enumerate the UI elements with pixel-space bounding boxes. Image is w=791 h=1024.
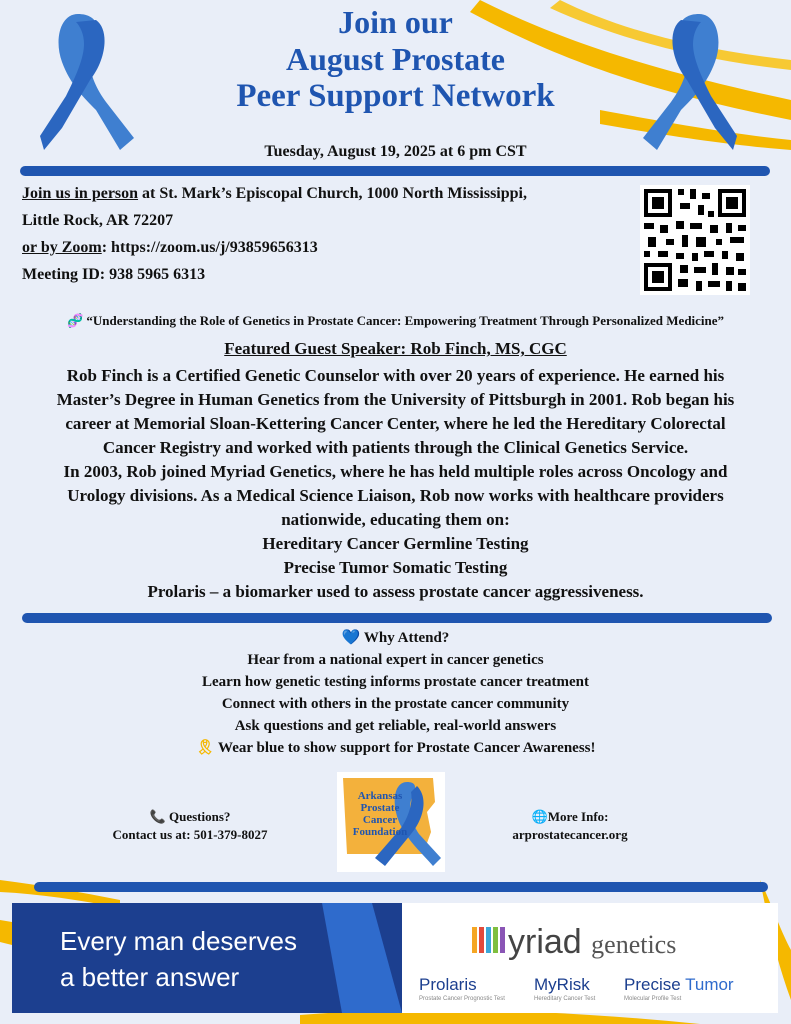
logo-line: Arkansas xyxy=(357,790,403,802)
bio-line: career at Memorial Sloan-Kettering Cancer Center, where he led the Hereditary Colorectal xyxy=(65,414,726,433)
questions-label: Questions? xyxy=(169,809,231,824)
meeting-id: Meeting ID: 938 5965 6313 xyxy=(22,266,206,283)
product-precise-sub: Molecular Profile Test xyxy=(624,996,682,1002)
phone-icon: 📞 xyxy=(149,809,166,824)
qr-code[interactable] xyxy=(640,185,750,295)
tagline-line: Every man deserves xyxy=(60,926,297,956)
title-line-3: Peer Support Network xyxy=(236,78,555,114)
topic-text: “Understanding the Role of Genetics in Prostate Cancer: Empowering Treatment Through Personalized Medicine” xyxy=(86,313,725,328)
product-precise: Precise xyxy=(624,975,681,994)
zoom-link[interactable]: : https://zoom.us/j/93859656313 xyxy=(101,239,318,256)
awareness-line xyxy=(0,737,791,759)
more-info-line xyxy=(495,808,645,826)
title-line-1: Join our xyxy=(338,4,453,40)
product-prolaris: Prolaris xyxy=(419,975,477,994)
why-attend-heading xyxy=(0,627,791,649)
bio-line: In 2003, Rob joined Myriad Genetics, where he has held multiple roles across Oncology and xyxy=(63,462,728,481)
tagline-line: a better answer xyxy=(60,962,240,992)
talk-topic xyxy=(10,313,781,329)
bio-line: nationwide, educating them on: xyxy=(281,510,510,529)
divider-bar xyxy=(20,166,770,176)
myriad-genetics-label: genetics xyxy=(591,930,677,959)
contact-block xyxy=(90,808,290,844)
why-item: Hear from a national expert in cancer genetics xyxy=(247,652,544,668)
logo-line: Cancer xyxy=(362,814,398,826)
divider-bar xyxy=(34,882,768,892)
logo-line: Prostate xyxy=(360,802,400,814)
event-date: Tuesday, August 19, 2025 at 6 pm CST xyxy=(264,143,527,160)
blue-heart-icon: 💙 xyxy=(341,630,361,646)
questions-line xyxy=(90,808,290,826)
bio-line: Cancer Registry and worked with patients through the Clinical Genetics Service. xyxy=(102,438,689,457)
bio-line: Master’s Degree in Human Genetics from the University of Pittsburgh in 2001. Rob began his xyxy=(56,390,735,409)
bio-line: Urology divisions. As a Medical Science Liaison, Rob now works with healthcare providers xyxy=(67,486,724,505)
website-link[interactable]: arprostatecancer.org xyxy=(512,827,628,842)
contact-phone[interactable]: Contact us at: 501-379-8027 xyxy=(112,827,268,842)
divider-bar xyxy=(22,613,772,623)
title-line-2: August Prostate xyxy=(286,41,505,77)
product-precise-tumor xyxy=(624,975,734,995)
more-info-label: More Info: xyxy=(547,809,609,824)
product-tumor: Tumor xyxy=(685,975,734,994)
myriad-banner-ad[interactable] xyxy=(12,903,778,1013)
why-attend-title: Why Attend? xyxy=(363,630,450,646)
in-person-label: Join us in person xyxy=(22,185,139,202)
myriad-logo xyxy=(472,923,676,962)
speaker-bio xyxy=(18,364,773,604)
zoom-label: or by Zoom xyxy=(22,239,102,256)
product-myrisk: MyRisk xyxy=(534,975,590,994)
bio-line: Hereditary Cancer Germline Testing xyxy=(262,534,529,553)
logo-line: Foundation xyxy=(352,826,408,838)
arkansas-prostate-cancer-foundation-logo xyxy=(337,772,445,872)
dna-icon: 🧬 xyxy=(66,313,84,328)
why-item: Connect with others in the prostate cancer community xyxy=(221,696,570,712)
banner-tagline xyxy=(60,923,297,995)
why-attend-section xyxy=(0,627,791,759)
more-info-block xyxy=(495,808,645,844)
gold-ribbon-icon: 🎗 xyxy=(195,740,215,756)
in-person-location: at St. Mark’s Episcopal Church, 1000 North Mississippi, xyxy=(138,185,527,202)
left-awareness-ribbon-icon xyxy=(40,10,135,160)
why-item: Ask questions and get reliable, real-world answers xyxy=(234,718,557,734)
speaker-heading: Featured Guest Speaker: Rob Finch, MS, CGC xyxy=(224,339,567,358)
myriad-m-icon xyxy=(472,925,508,955)
bio-line: Prolaris – a biomarker used to assess prostate cancer aggressiveness. xyxy=(147,582,644,601)
product-myrisk-sub: Hereditary Cancer Test xyxy=(534,996,596,1002)
in-person-line xyxy=(22,185,527,203)
logo-text xyxy=(345,790,415,838)
awareness-text: Wear blue to show support for Prostate Cancer Awareness! xyxy=(218,740,596,756)
bio-line: Precise Tumor Somatic Testing xyxy=(283,558,508,577)
myriad-wordmark: yriad xyxy=(508,923,582,961)
right-awareness-ribbon-icon xyxy=(643,10,738,160)
globe-icon: 🌐 xyxy=(531,809,548,824)
why-item: Learn how genetic testing informs prostate cancer treatment xyxy=(202,674,589,690)
address-line: Little Rock, AR 72207 xyxy=(22,212,174,229)
product-prolaris-sub: Prostate Cancer Prognostic Test xyxy=(419,996,505,1002)
bio-line: Rob Finch is a Certified Genetic Counselor with over 20 years of experience. He earned his xyxy=(66,366,725,385)
zoom-line xyxy=(22,239,318,257)
